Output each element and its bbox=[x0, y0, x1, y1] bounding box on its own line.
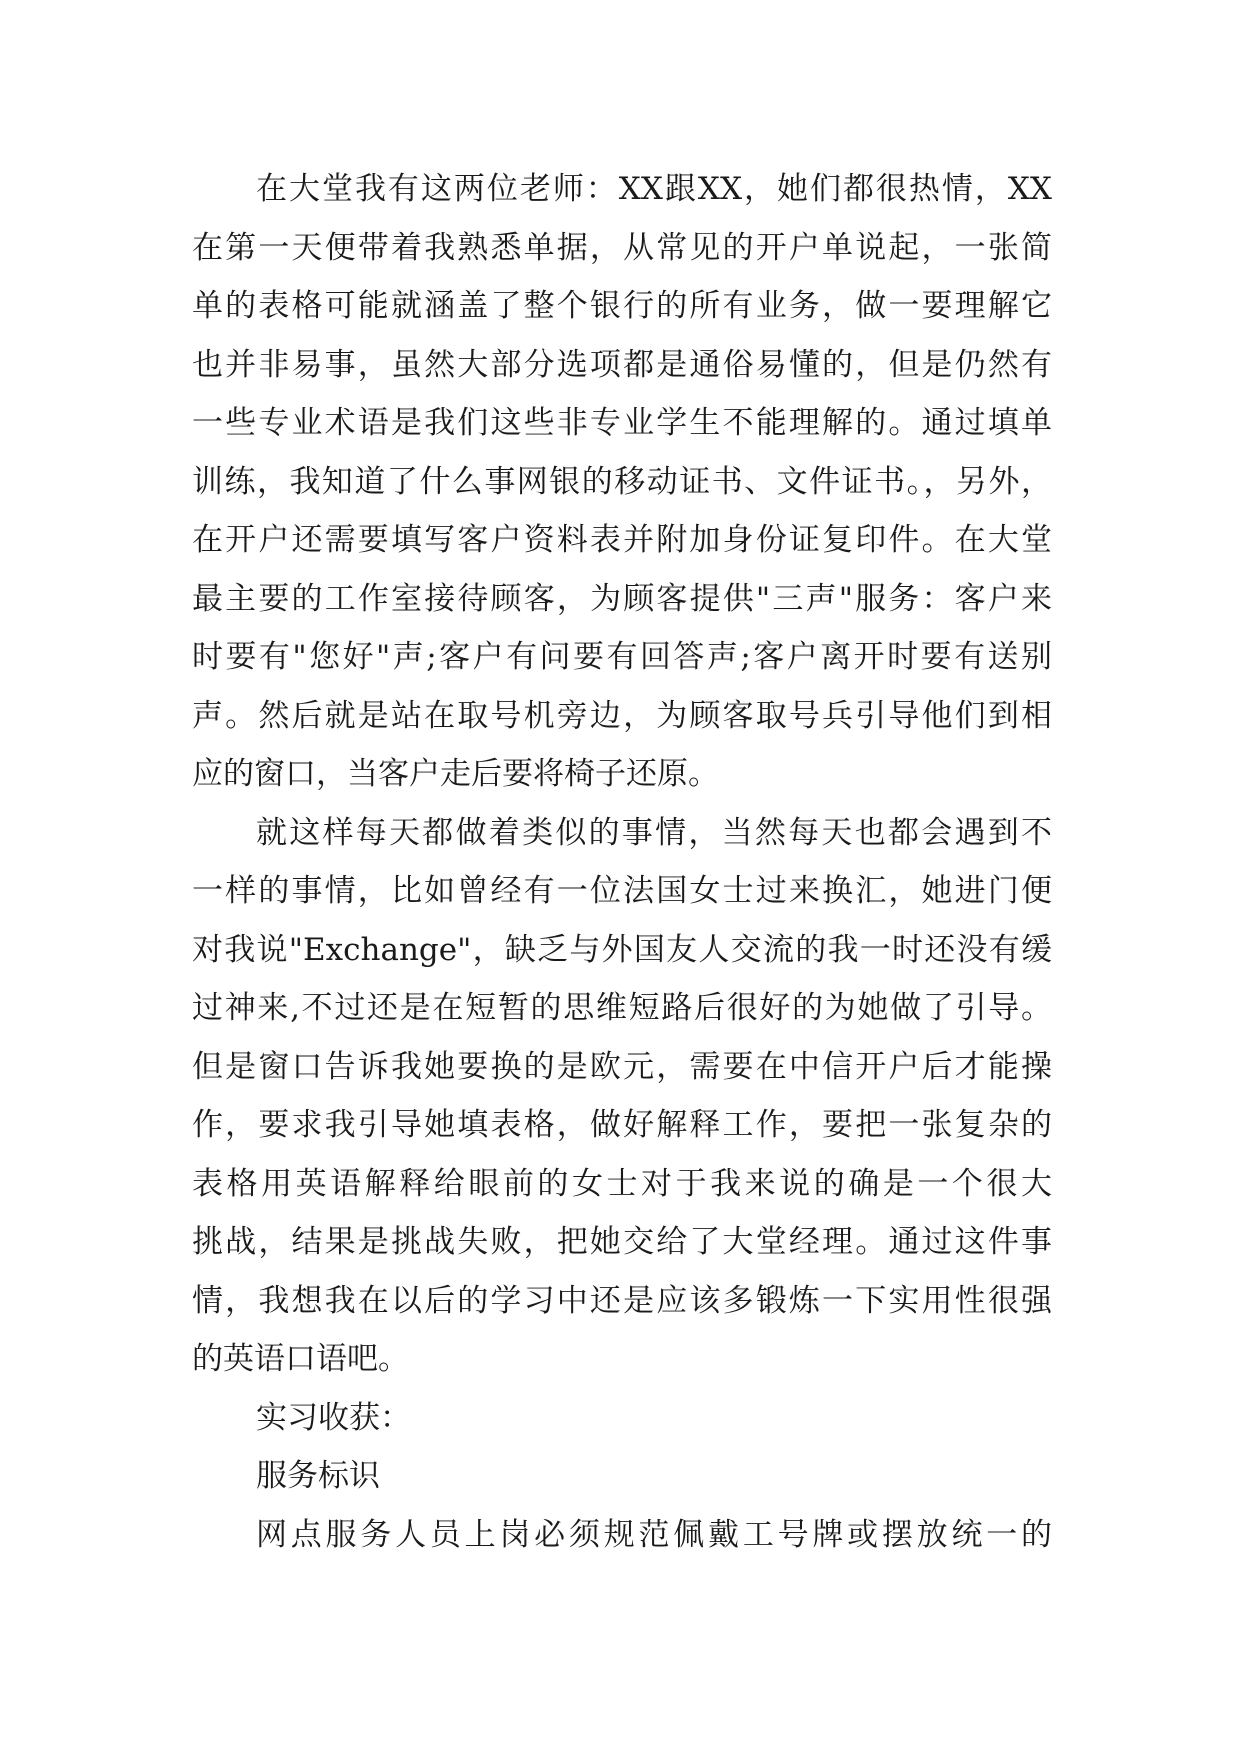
text-line: 挑战，结果是挑战失败，把她交给了大堂经理。通过这件事 bbox=[192, 1224, 1052, 1260]
text-line: 在大堂我有这两位老师：XX跟XX，她们都很热情，XX bbox=[256, 171, 1052, 207]
text-line: 过神来,不过还是在短暂的思维短路后很好的为她做了引导。 bbox=[192, 990, 1052, 1026]
text-line: 时要有"您好"声;客户有问要有回答声;客户离开时要有送别 bbox=[192, 639, 1052, 675]
text-line: 最主要的工作室接待顾客，为顾客提供"三声"服务：客户来 bbox=[192, 580, 1052, 617]
text-line: 一样的事情，比如曾经有一位法国女士过来换汇，她进门便 bbox=[192, 873, 1052, 909]
text-line: 网点服务人员上岗必须规范佩戴工号牌或摆放统一的 bbox=[256, 1516, 1052, 1553]
text-line: 在第一天便带着我熟悉单据，从常见的开户单说起，一张简 bbox=[192, 229, 1052, 266]
text-line: 表格用英语解释给眼前的女士对于我来说的确是一个很大 bbox=[192, 1165, 1052, 1202]
text-line: 情，我想我在以后的学习中还是应该多锻炼一下实用性很强 bbox=[192, 1282, 1052, 1319]
text-line: 一些专业术语是我们这些非专业学生不能理解的。通过填单 bbox=[192, 405, 1052, 441]
text-line: 作，要求我引导她填表格，做好解释工作，要把一张复杂的 bbox=[192, 1107, 1052, 1143]
section-heading: 实习收获： bbox=[256, 1399, 411, 1436]
text-line: 对我说"Exchange"，缺乏与外国友人交流的我一时还没有缓 bbox=[192, 931, 1052, 968]
text-line: 在开户还需要填写客户资料表并附加身份证复印件。在大堂 bbox=[192, 522, 1052, 558]
text-line: 的英语口语吧。 bbox=[192, 1341, 409, 1377]
text-line: 也并非易事，虽然大部分选项都是通俗易懂的，但是仍然有 bbox=[192, 346, 1052, 383]
text-line: 应的窗口，当客户走后要将椅子还原。 bbox=[192, 756, 719, 792]
subsection-heading: 服务标识 bbox=[256, 1458, 380, 1494]
text-line: 声。然后就是站在取号机旁边，为顾客取号兵引导他们到相 bbox=[192, 697, 1052, 734]
text-line: 训练，我知道了什么事网银的移动证书、文件证书。，另外， bbox=[192, 463, 1052, 500]
text-line: 但是窗口告诉我她要换的是欧元，需要在中信开户后才能操 bbox=[192, 1048, 1052, 1085]
text-line: 就这样每天都做着类似的事情，当然每天也都会遇到不 bbox=[256, 814, 1052, 851]
body-text bbox=[192, 160, 1052, 1564]
text-line: 单的表格可能就涵盖了整个银行的所有业务，做一要理解它 bbox=[192, 288, 1052, 324]
